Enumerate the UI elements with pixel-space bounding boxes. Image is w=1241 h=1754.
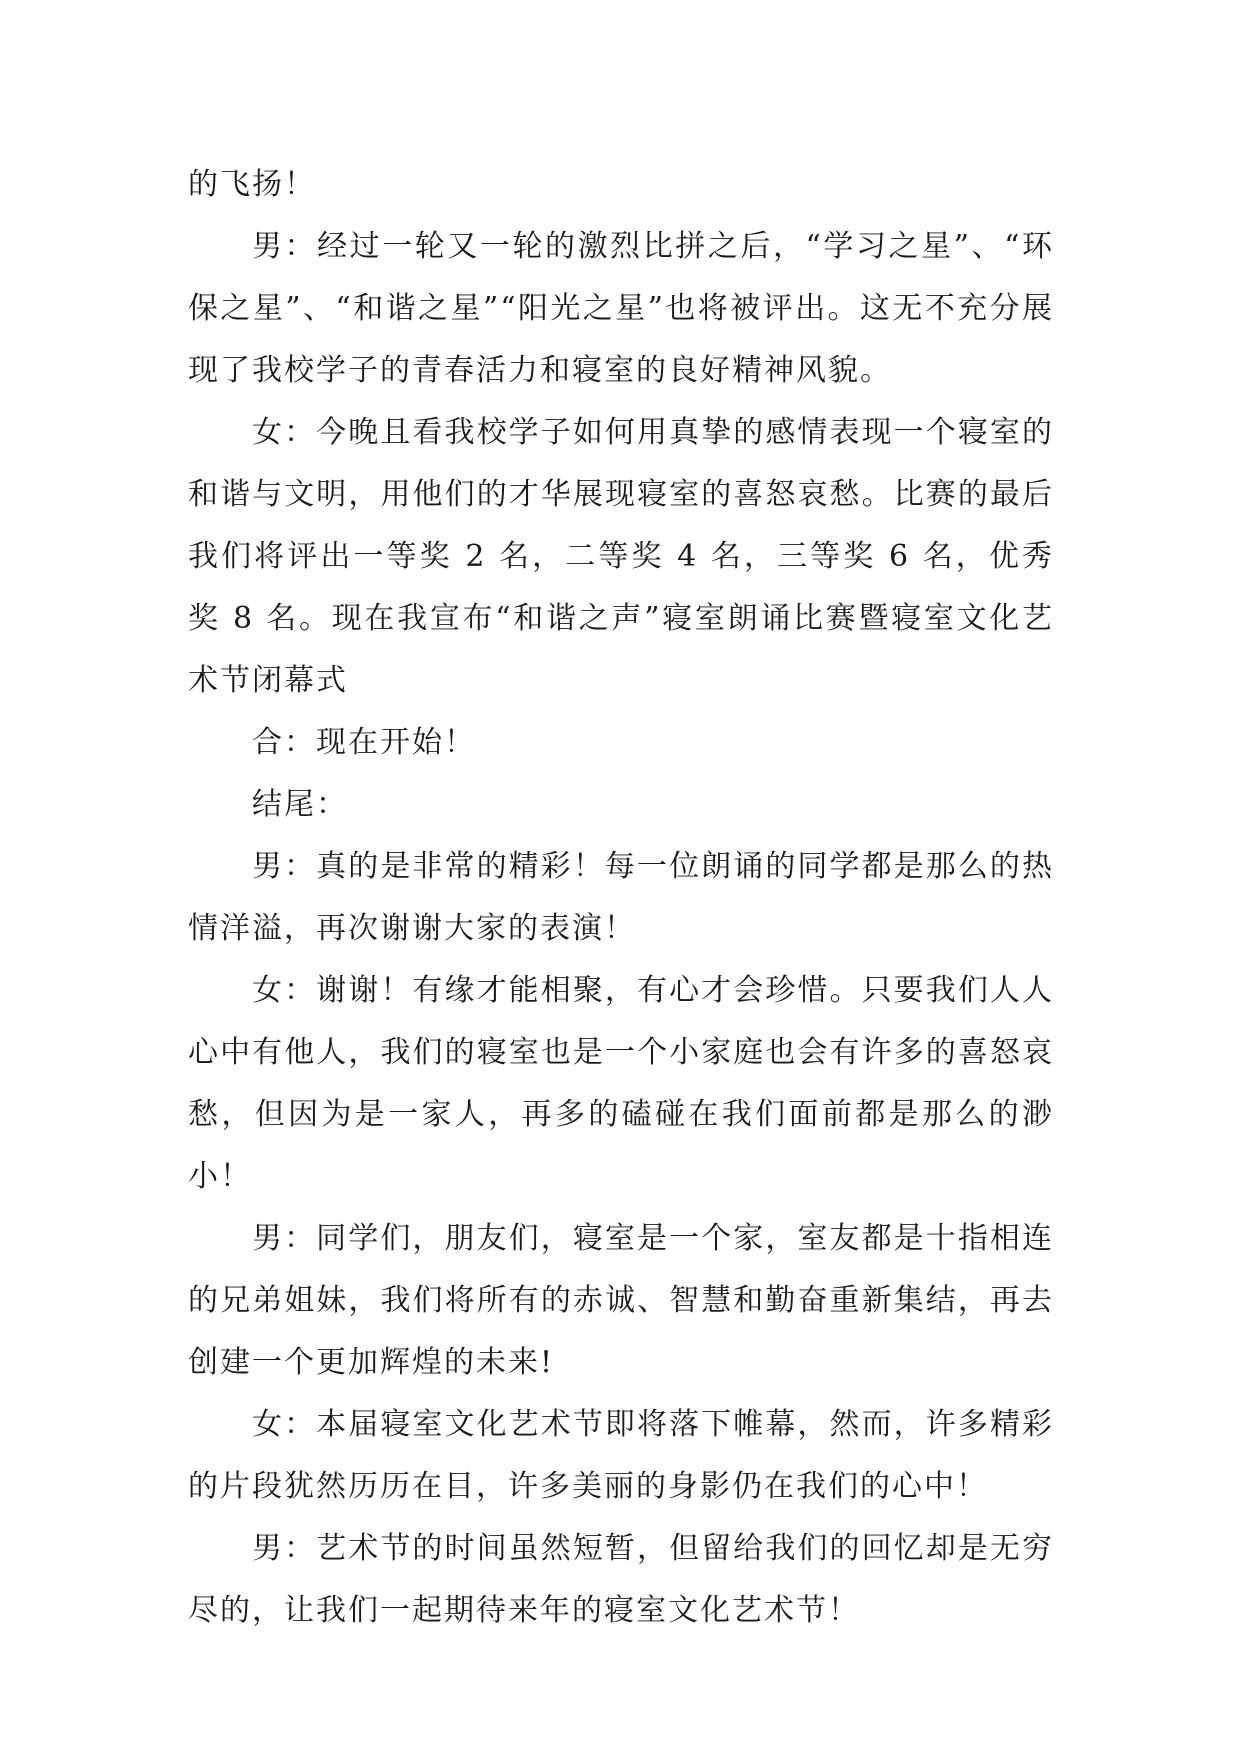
paragraph-together: 合：现在开始！	[252, 725, 476, 760]
section-heading-ending: 结尾：	[252, 787, 348, 822]
paragraph-continuation: 的飞扬！	[188, 167, 316, 202]
paragraph-male-host: 男：同学们，朋友们，寝室是一个家，室友都是十指相连的兄弟姐妹，我们将所有的赤诚、智慧和勤奋重新集结，再去创建一个更加辉煌的未来!	[188, 1221, 1054, 1380]
paragraph-male-host: 男：艺术节的时间虽然短暂，但留给我们的回忆却是无穷尽的，让我们一起期待来年的寝室文化艺术节！	[188, 1531, 1054, 1628]
paragraph-female-host: 女：谢谢！有缘才能相聚，有心才会珍惜。只要我们人人心中有他人，我们的寝室也是一个小家庭也会有许多的喜怒哀愁，但因为是一家人，再多的磕碰在我们面前都是那么的渺小！	[188, 973, 1054, 1194]
paragraph-male-host: 男：真的是非常的精彩！每一位朗诵的同学都是那么的热情洋溢，再次谢谢大家的表演！	[188, 849, 1054, 946]
paragraph-male-host: 男：经过一轮又一轮的激烈比拼之后，“学习之星”、“环保之星”、“和谐之星”“阳光之星”也将被评出。这无不充分展现了我校学子的青春活力和寝室的良好精神风貌。	[188, 229, 1054, 388]
paragraph-female-host: 女：本届寝室文化艺术节即将落下帷幕，然而，许多精彩的片段犹然历历在目，许多美丽的身影仍在我们的心中！	[188, 1407, 1054, 1504]
document-body	[188, 154, 1054, 1642]
paragraph-female-host: 女：今晚且看我校学子如何用真挚的感情表现一个寝室的和谐与文明，用他们的才华展现寝室的喜怒哀愁。比赛的最后我们将评出一等奖 2 名，二等奖 4 名，三等奖 6 名，优秀奖 8 名。现在我宣布“和谐之声”寝室朗诵比赛暨寝室文化艺术节闭幕式	[188, 415, 1054, 698]
